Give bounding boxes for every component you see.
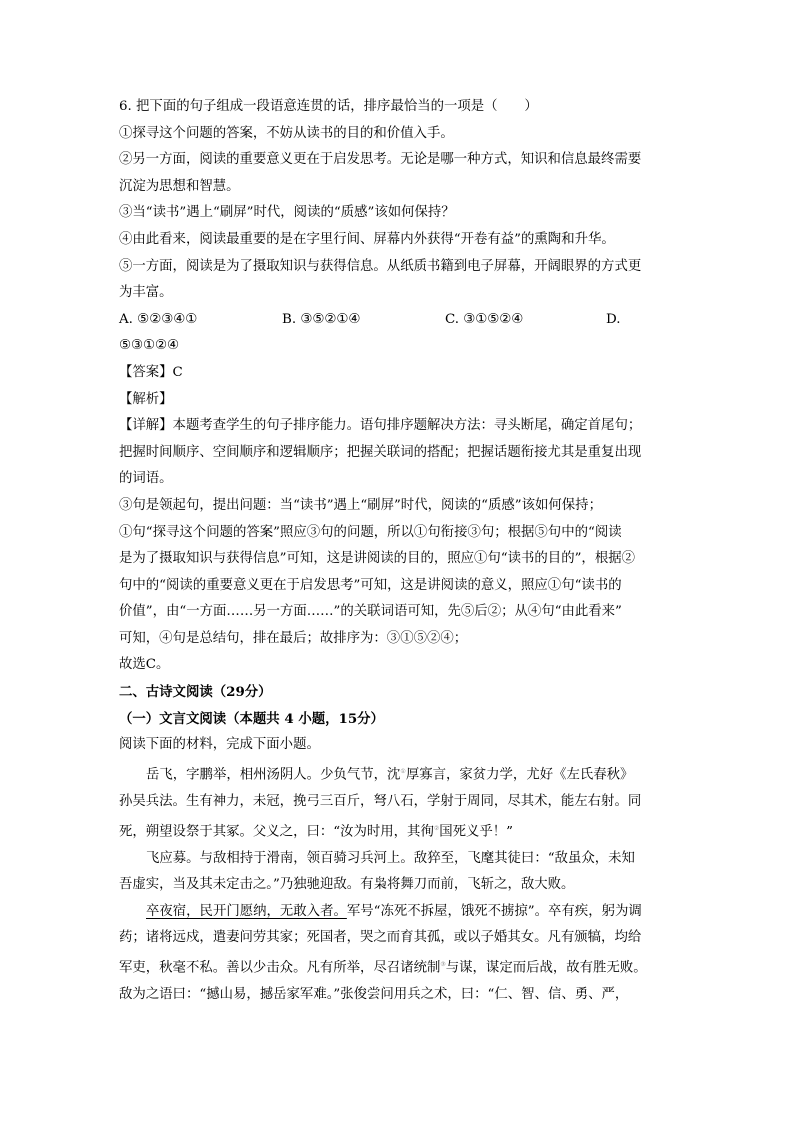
sentence-1: ①探寻这个问题的答案，不妨从读书的目的和价值入手。 <box>119 125 454 141</box>
passage-line: 吾虚实，当及其未定击之。”乃独驰迎敌。有枭将舞刀而前，飞斩之，敌大败。 <box>119 877 575 893</box>
sentence-2-line-2: 沉淀为思想和智慧。 <box>119 178 240 194</box>
passage-line <box>119 759 675 789</box>
option-d-continued: ⑤③①②④ <box>119 338 180 354</box>
answer: 【答案】C <box>119 364 183 380</box>
passage-text: 岳飞，字鹏举，相州汤阴人。少负气节，沈 <box>146 767 401 783</box>
sentence-5-line-2: 为丰富。 <box>119 285 173 301</box>
passage-text: 国死义乎！” <box>439 823 514 839</box>
document-page <box>119 94 675 1009</box>
analysis-label: 【解析】 <box>119 391 173 407</box>
analysis-line: ③句是领起句，提出问题：当“读书”遇上“刷屏”时代，阅读的“质感”该如何保持； <box>119 497 602 513</box>
reading-instruction: 阅读下面的材料，完成下面小题。 <box>119 737 320 753</box>
analysis-line: 价值”，由“一方面……另一方面……”的关联词语可知，先⑤后②；从④句“由此看来” <box>119 604 622 620</box>
sentence-3: ③当“读书”遇上“刷屏”时代，阅读的“质感”该如何保持？ <box>119 205 455 221</box>
passage-line: 药；诸将远戍，遣妻问劳其家；死国者，哭之而育其孤，或以子婚其女。凡有颁犒，均给 <box>119 930 642 946</box>
analysis-line: 的词语。 <box>119 471 173 487</box>
analysis-line: 句中的“阅读的重要意义更在于启发思考”可知，这是讲阅读的意义，照应①句“读书的 <box>119 577 622 593</box>
passage-line: 孙吴兵法。生有神力，未冠，挽弓三百斤，弩八石，学射于周同，尽其术，能左右射。同 <box>119 793 642 809</box>
passage-text: 军号“冻死不拆屋，饿死不掳掠”。卒有疾，躬为调 <box>346 903 642 919</box>
section-title: 二、古诗文阅读（29分） <box>119 684 272 701</box>
analysis-line: 可知，④句是总结句，排在最后；故排序为：③①⑤②④； <box>119 630 468 646</box>
passage-line: 飞应募。与敌相持于滑南，领百骑习兵河上。敌猝至，飞麾其徒曰：“敌虽众，未知 <box>146 850 635 866</box>
option-c: C. ③①⑤②④ <box>445 311 524 327</box>
passage-line <box>119 952 675 982</box>
question-stem: 6. 把下面的句子组成一段语意连贯的话，排序最恰当的一项是（ ） <box>119 99 538 114</box>
underlined-sentence: 卒夜宿，民开门愿纳，无敢入者。 <box>146 903 347 919</box>
passage-text: 与谋，谋定而后战，故有胜无败。 <box>445 960 647 976</box>
passage-text: 厚寡言，家贫力学，尤好《左氏春秋》 <box>405 767 634 783</box>
analysis-line: 【详解】本题考查学生的句子排序能力。语句排序题解决方法：寻头断尾，确定首尾句； <box>119 418 642 434</box>
sentence-5-line-1: ⑤一方面，阅读是为了摄取知识与获得信息。从纸质书籍到电子屏幕，开阔眼界的方式更 <box>119 258 642 274</box>
section-subtitle: （一）文言文阅读（本题共 4 小题，15分） <box>119 710 384 727</box>
option-d: D. <box>606 311 621 327</box>
analysis-line: ①句“探寻这个问题的答案”照应③句的问题，所以①句衔接③句；根据⑤句中的“阅读 <box>119 524 622 540</box>
passage-line <box>119 899 675 926</box>
passage-line: 敌为之语曰：“撼山易，撼岳家军难。”张俊尝问用兵之术，曰：“仁、智、信、勇、严， <box>119 987 629 1002</box>
footnote-marker: ② <box>433 824 440 832</box>
footnote-marker: ① <box>400 767 406 775</box>
footnote-marker: ③ <box>440 960 446 968</box>
passage-line <box>119 816 675 846</box>
option-b: B. ③⑤②①④ <box>282 311 361 327</box>
analysis-line: 故选C。 <box>119 657 170 673</box>
option-a: A. ⑤②③④① <box>119 311 198 327</box>
analysis-line: 把握时间顺序、空间顺序和逻辑顺序；把握关联词的搭配；把握话题衔接尤其是重复出现 <box>119 444 642 460</box>
analysis-line: 是为了摄取知识与获得信息”可知，这是讲阅读的目的，照应①句“读书的目的”，根据② <box>119 551 635 567</box>
sentence-2-line-1: ②另一方面，阅读的重要意义更在于启发思考。无论是哪一种方式，知识和信息最终需要 <box>119 152 642 168</box>
passage-text: 死，朔望设祭于其冢。父义之，曰：“汝为时用，其徇 <box>119 823 434 839</box>
options-row <box>119 307 675 334</box>
passage-text: 军吏，秋毫不私。善以少击众。凡有所举，尽召诸统制 <box>119 960 441 976</box>
sentence-4: ④由此看来，阅读最重要的是在字里行间、屏幕内外获得“开卷有益”的熏陶和升华。 <box>119 231 615 247</box>
